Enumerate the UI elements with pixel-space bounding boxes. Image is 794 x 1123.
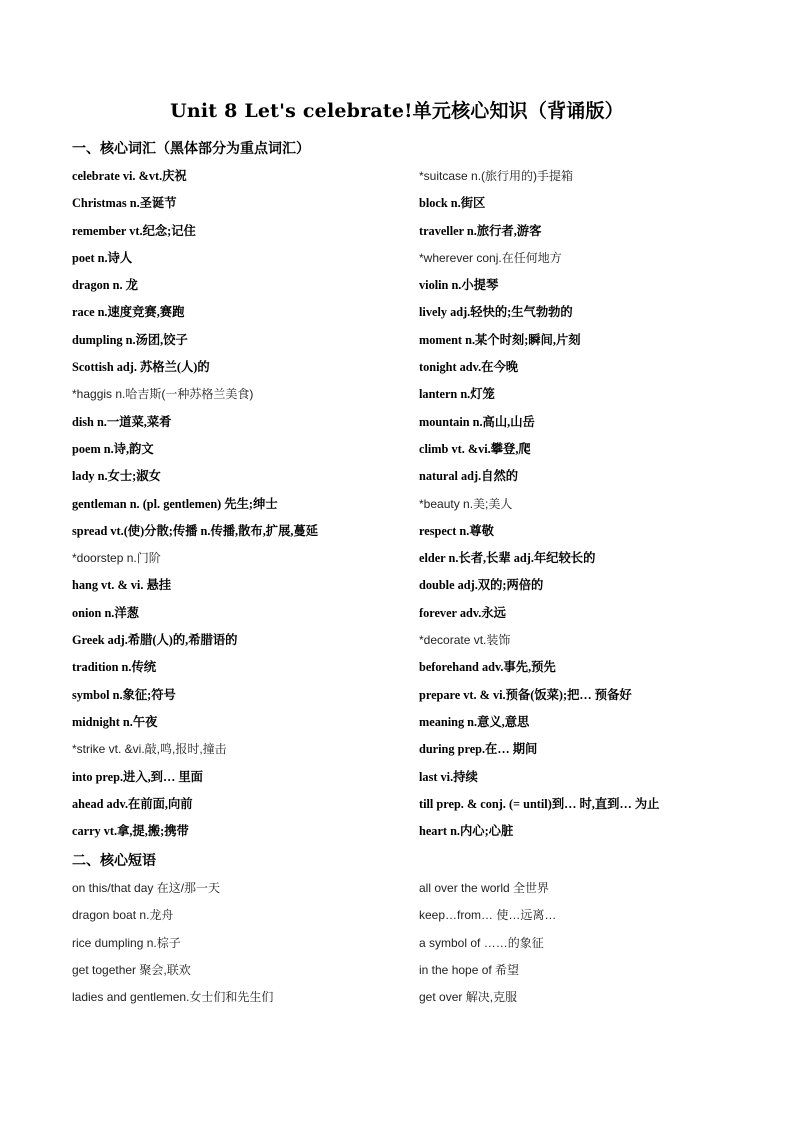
- phrases-column-left: [72, 878, 432, 1014]
- vocab-entry-right: violin n.小提琴: [419, 278, 499, 293]
- phrases-column-right: [419, 878, 779, 1014]
- vocab-entry-right: beforehand adv.事先,预先: [419, 660, 556, 675]
- section-heading-vocabulary: 一、核心词汇（黑体部分为重点词汇）: [72, 141, 310, 157]
- vocab-entry-right: double adj.双的;两倍的: [419, 578, 544, 593]
- vocab-entry-left: lady n.女士;淑女: [72, 469, 161, 484]
- vocab-entry-left: Christmas n.圣诞节: [72, 196, 177, 211]
- vocab-entry-left: midnight n.午夜: [72, 714, 158, 729]
- vocab-entry-left: hang vt. & vi. 悬挂: [72, 578, 172, 593]
- vocab-entry-right: elder n.长者,长辈 adj.年纪较长的: [419, 551, 596, 566]
- vocab-entry-right: traveller n.旅行者,游客: [419, 223, 542, 238]
- vocab-entry-right: *wherever conj.在任何地方: [419, 250, 562, 265]
- vocab-entry-left: *strike vt. &vi.敲,鸣,报时,撞击: [72, 742, 227, 757]
- page-title: Unit 8 Let's celebrate!单元核心知识（背诵版）: [170, 100, 624, 122]
- vocab-entry-left: remember vt.纪念;记住: [72, 223, 196, 238]
- vocab-entry-right: till prep. & conj. (= until)到… 时,直到… 为止: [419, 796, 660, 811]
- vocab-entry-right: block n.街区: [419, 196, 486, 211]
- phrase-entry-right: in the hope of 希望: [419, 962, 520, 977]
- phrase-entry-left: rice dumpling n.棕子: [72, 935, 181, 950]
- vocab-entry-left: poem n.诗,韵文: [72, 441, 154, 456]
- vocab-entry-right: prepare vt. & vi.预备(饭菜);把… 预备好: [419, 687, 632, 702]
- phrase-entry-right: all over the world 全世界: [419, 881, 550, 895]
- vocab-entry-left: Scottish adj. 苏格兰(人)的: [72, 360, 210, 375]
- vocab-entry-right: *beauty n.美;美人: [419, 496, 513, 511]
- vocab-entry-right: moment n.某个时刻;瞬间,片刻: [419, 332, 581, 347]
- vocab-entry-left: symbol n.象征;符号: [72, 687, 176, 702]
- vocab-entry-left: spread vt.(使)分散;传播 n.传播,散布,扩展,蔓延: [72, 523, 319, 538]
- vocab-entry-right: respect n.尊敬: [419, 523, 494, 538]
- vocab-entry-left: Greek adj.希腊(人)的,希腊语的: [72, 633, 238, 648]
- vocab-entry-left: tradition n.传统: [72, 660, 157, 675]
- vocab-entry-right: meaning n.意义,意思: [419, 714, 530, 729]
- vocab-entry-right: *suitcase n.(旅行用的)手提箱: [419, 169, 574, 183]
- vocab-entry-right: mountain n.高山,山岳: [419, 414, 535, 429]
- vocab-entry-left: *haggis n.哈吉斯(一种苏格兰美食): [72, 387, 254, 402]
- vocab-entry-right: last vi.持续: [419, 769, 478, 784]
- phrase-entry-left: get together 聚会,联欢: [72, 962, 191, 977]
- phrase-entry-left: on this/that day 在这/那一天: [72, 881, 221, 895]
- vocab-entry-left: dumpling n.汤团,饺子: [72, 332, 188, 347]
- vocab-entry-left: celebrate vi. &vt.庆祝: [72, 169, 187, 183]
- vocab-entry-left: dish n.一道菜,菜肴: [72, 414, 172, 429]
- vocab-entry-left: onion n.洋葱: [72, 605, 139, 620]
- vocab-entry-right: natural adj.自然的: [419, 469, 519, 484]
- phrase-entry-left: dragon boat n.龙舟: [72, 908, 174, 923]
- vocabulary-column-left: [72, 166, 432, 848]
- vocab-entry-right: *decorate vt.装饰: [419, 633, 511, 648]
- vocab-entry-right: lively adj.轻快的;生气勃勃的: [419, 305, 573, 320]
- vocab-entry-right: forever adv.永远: [419, 605, 506, 620]
- vocab-entry-left: ahead adv.在前面,向前: [72, 796, 193, 811]
- phrase-entry-left: ladies and gentlemen.女士们和先生们: [72, 990, 274, 1005]
- phrase-entry-right: a symbol of ……的象征: [419, 935, 544, 950]
- vocab-entry-left: poet n.诗人: [72, 250, 133, 265]
- section-heading-phrases: 二、核心短语: [72, 853, 156, 869]
- vocab-entry-right: during prep.在… 期间: [419, 742, 538, 757]
- vocab-entry-right: tonight adv.在今晚: [419, 360, 519, 375]
- vocab-entry-left: *doorstep n.门阶: [72, 551, 161, 566]
- vocab-entry-right: lantern n.灯笼: [419, 387, 495, 402]
- vocab-entry-left: into prep.进入,到… 里面: [72, 769, 203, 784]
- vocab-entry-left: gentleman n. (pl. gentlemen) 先生;绅士: [72, 496, 278, 511]
- vocab-entry-right: climb vt. &vi.攀登,爬: [419, 441, 531, 456]
- vocabulary-column-right: [419, 166, 779, 848]
- phrase-entry-right: keep…from… 使…远离…: [419, 908, 557, 923]
- vocab-entry-left: carry vt.拿,提,搬;携带: [72, 824, 189, 839]
- vocab-entry-right: heart n.内心;心脏: [419, 824, 514, 839]
- phrase-entry-right: get over 解决,克服: [419, 990, 518, 1005]
- vocab-entry-left: dragon n. 龙: [72, 278, 138, 293]
- vocab-entry-left: race n.速度竞赛,赛跑: [72, 305, 185, 320]
